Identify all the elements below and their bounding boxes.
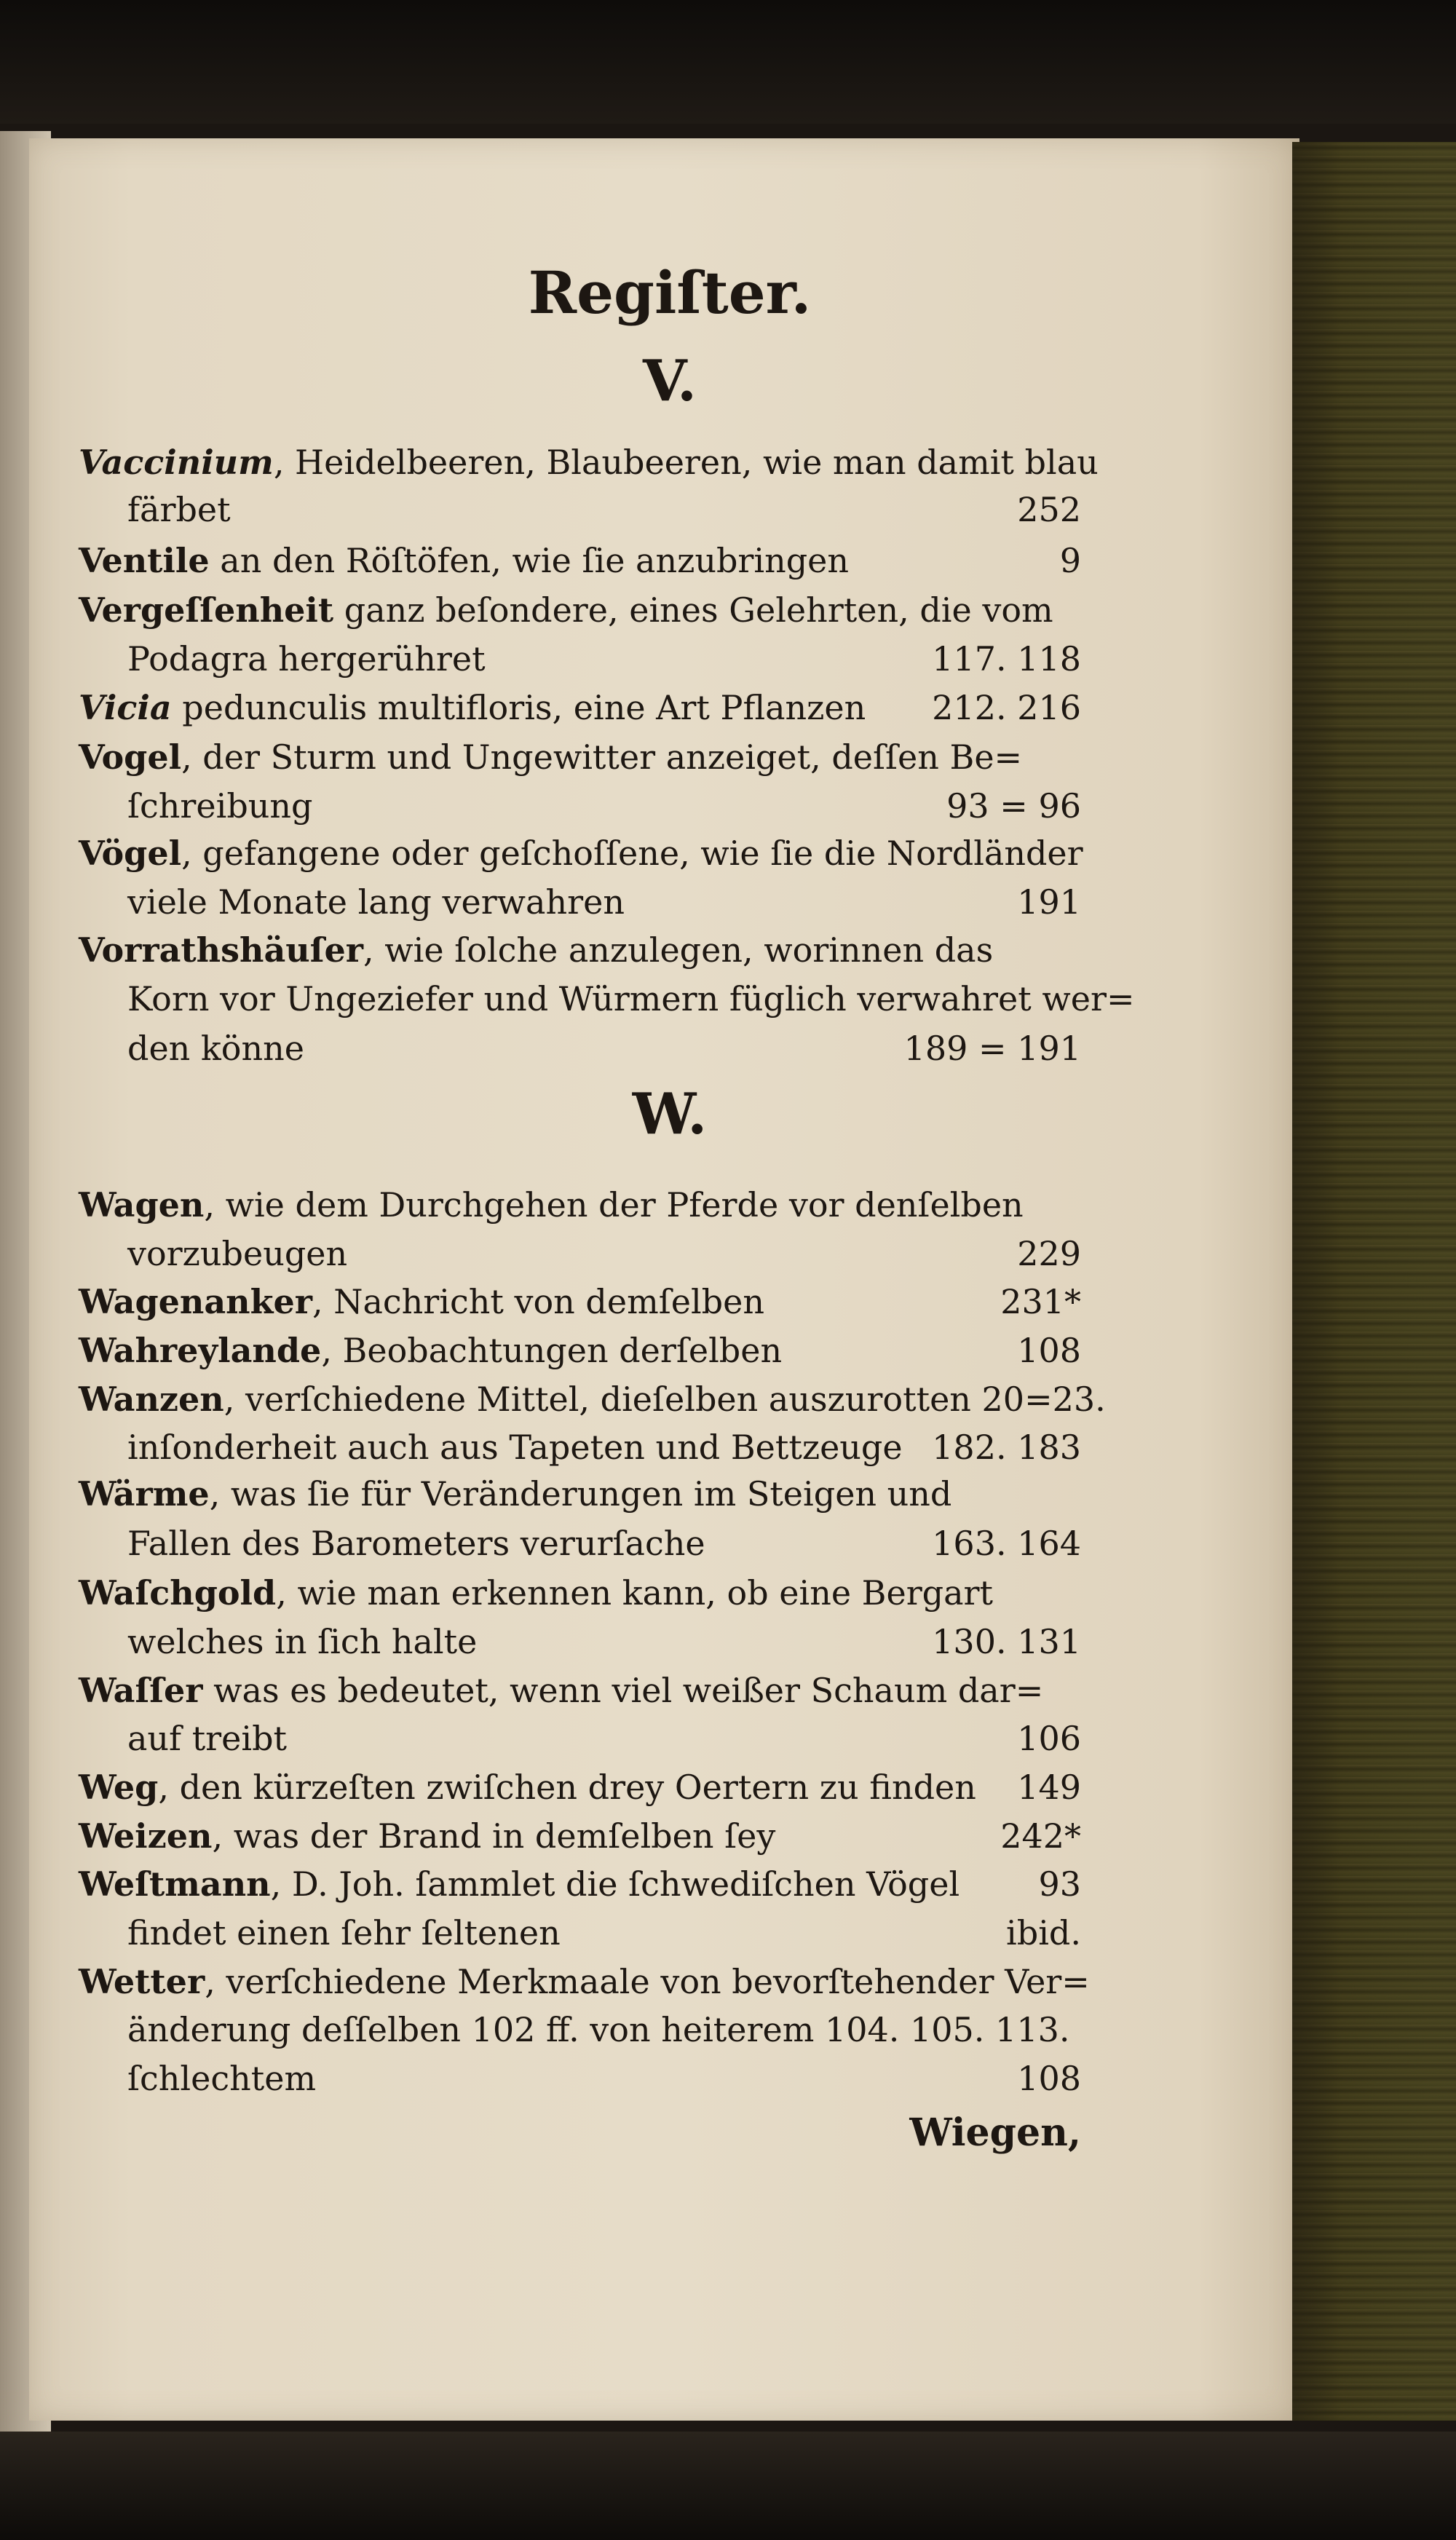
index-line: Wahreylande, Beobachtungen derſelben xyxy=(79,1331,783,1370)
index-line: änderung deſſelben 102 ff. von heiterem 104. 105. 113. xyxy=(127,2010,1070,2049)
page-ref: 130. 131 xyxy=(932,1622,1081,1661)
index-line: Weizen, was der Brand in demſelben ſey xyxy=(79,1816,776,1856)
index-line: welches in ſich halte xyxy=(127,1622,478,1661)
page-ref: ibid. xyxy=(1006,1913,1081,1953)
index-line: Vicia pedunculis multifloris, eine Art Pflanzen xyxy=(79,688,866,727)
page-ref: 229 xyxy=(1017,1234,1081,1273)
page-ref: 93 xyxy=(1038,1864,1081,1904)
catchword: Wiegen, xyxy=(909,2110,1081,2155)
index-line: inſonderheit auch aus Tapeten und Bettzeuge xyxy=(127,1428,903,1467)
index-line: Waſchgold, wie man erkennen kann, ob eine Bergart xyxy=(79,1573,994,1613)
page-ref: 108 xyxy=(1017,2059,1081,2098)
page-ref: 252 xyxy=(1017,490,1081,529)
index-line: auf treibt xyxy=(127,1719,288,1758)
index-line: Vergeſſenheit ganz beſondere, eines Gelehrten, die vom xyxy=(79,590,1053,630)
page-ref: 242* xyxy=(1000,1816,1081,1856)
index-line: Korn vor Ungeziefer und Würmern füglich verwahret wer= xyxy=(127,979,1135,1018)
section-heading-v: V. xyxy=(642,348,697,414)
page-ref: 9 xyxy=(1059,541,1081,580)
index-line: Wagenanker, Nachricht von demſelben xyxy=(79,1282,764,1321)
page-ref: 189 = 191 xyxy=(903,1029,1081,1068)
index-line: findet einen ſehr ſeltenen xyxy=(127,1913,561,1953)
index-line: Wetter, verſchiedene Merkmaale von bevorſtehender Ver= xyxy=(79,1962,1090,2001)
index-line: Weſtmann, D. Joh. ſammlet die ſchwediſchen Vögel xyxy=(79,1864,960,1904)
index-line: Wagen, wie dem Durchgehen der Pferde vor denſelben xyxy=(79,1185,1024,1224)
index-line: Podagra hergerühret xyxy=(127,639,486,678)
index-line: Waſſer was es bedeutet, wenn viel weißer Schaum dar= xyxy=(79,1671,1044,1710)
page-ref: 117. 118 xyxy=(932,639,1081,678)
index-line: ſchlechtem xyxy=(127,2059,317,2098)
index-line: Vaccinium, Heidelbeeren, Blaubeeren, wie man damit blau xyxy=(79,443,1099,482)
page-ref: 212. 216 xyxy=(932,688,1081,727)
index-line: Vögel, gefangene oder geſchoſſene, wie ſie die Nordländer xyxy=(79,834,1083,873)
index-line: den könne xyxy=(127,1029,304,1068)
index-line: Ventile an den Röſtöfen, wie ſie anzubringen xyxy=(79,541,850,580)
index-line: Fallen des Barometers verurſache xyxy=(127,1524,705,1563)
page-ref: 191 xyxy=(1017,882,1081,922)
index-line: viele Monate lang verwahren xyxy=(127,882,625,922)
index-line: Wanzen, verſchiedene Mittel, dieſelben auszurotten 20=23. xyxy=(79,1380,1106,1419)
page-ref: 108 xyxy=(1017,1331,1081,1370)
index-line: Weg, den kürzeſten zwiſchen drey Oertern zu finden xyxy=(79,1768,976,1807)
page-ref: 93 = 96 xyxy=(946,786,1081,826)
page-ref: 231* xyxy=(1000,1282,1081,1321)
page-ref: 163. 164 xyxy=(932,1524,1081,1563)
index-line: Wärme, was ſie für Veränderungen im Steigen und xyxy=(79,1474,952,1514)
page-ref: 106 xyxy=(1017,1719,1081,1758)
page-title: Regiſter. xyxy=(528,258,812,327)
index-line: vorzubeugen xyxy=(127,1234,348,1273)
index-line: Vorrathshäuſer, wie ſolche anzulegen, worinnen das xyxy=(79,930,994,970)
index-line: Vogel, der Sturm und Ungewitter anzeiget, deſſen Be= xyxy=(79,737,1023,777)
section-heading-w: W. xyxy=(632,1081,708,1147)
index-line: färbet xyxy=(127,490,231,529)
page-ref: 182. 183 xyxy=(932,1428,1081,1467)
page-ref: 149 xyxy=(1017,1768,1081,1807)
index-line: ſchreibung xyxy=(127,786,313,826)
